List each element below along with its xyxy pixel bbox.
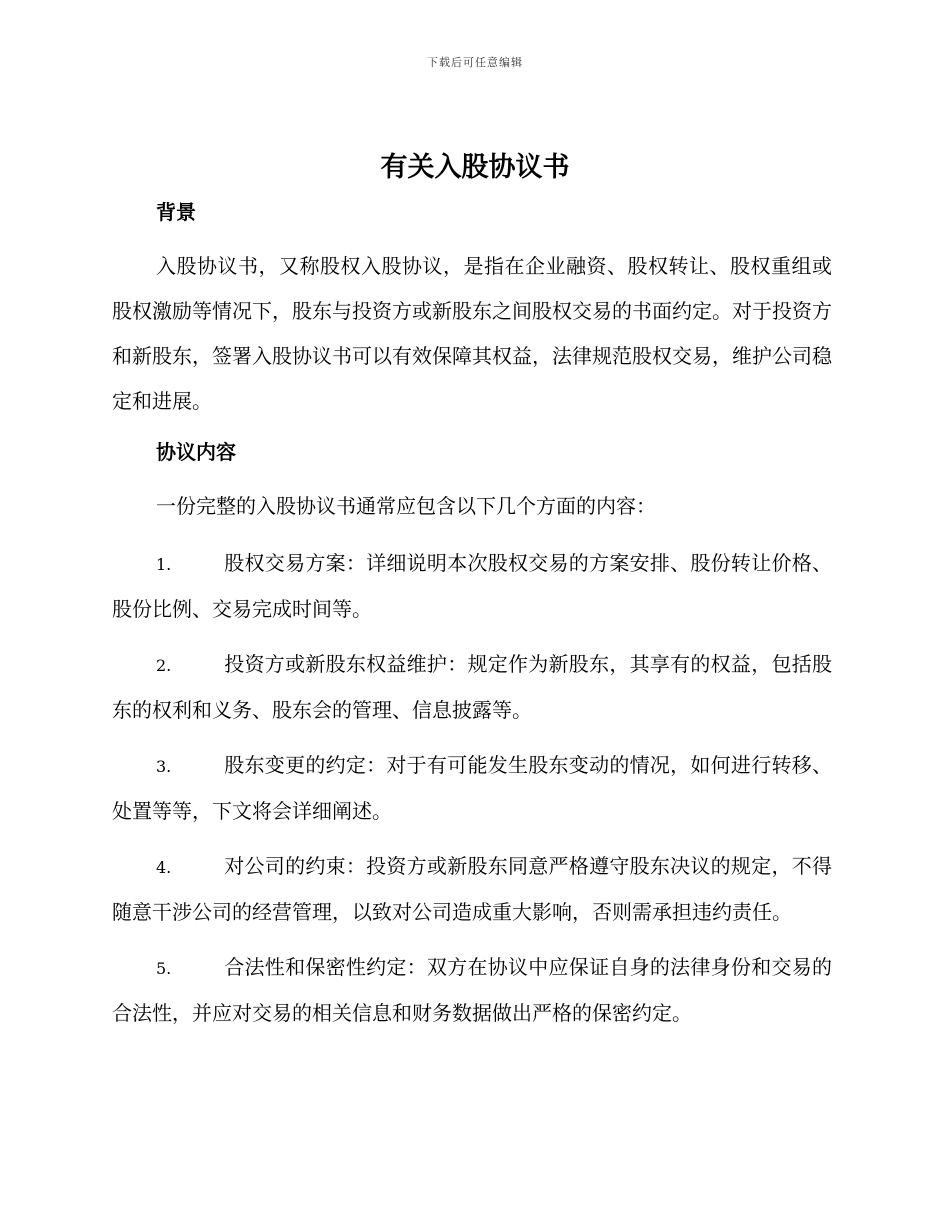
list-item-number: 5.	[156, 959, 172, 978]
list-item	[112, 743, 832, 834]
list-item-number: 1.	[156, 555, 172, 574]
list-item-number: 2.	[156, 656, 172, 675]
list-item-text: 投资方或新股东权益维护：规定作为新股东，其享有的权益，包括股东的权利和义务、股东会的管理、信息披露等。	[112, 652, 832, 722]
list-item	[112, 844, 832, 935]
list-item-text: 股权交易方案：详细说明本次股权交易的方案安排、股份转让价格、股份比例、交易完成时间等。	[112, 551, 832, 621]
list-item-number: 3.	[156, 757, 172, 776]
list-item-text: 对公司的约束：投资方或新股东同意严格遵守股东决议的规定，不得随意干涉公司的经营管理，以致对公司造成重大影响，否则需承担违约责任。	[112, 854, 832, 924]
document-title: 有关入股协议书	[380, 152, 570, 183]
list-item-text: 合法性和保密性约定：双方在协议中应保证自身的法律身份和交易的合法性，并应对交易的相关信息和财务数据做出严格的保密约定。	[112, 955, 832, 1025]
content-intro: 一份完整的入股协议书通常应包含以下几个方面的内容：	[156, 494, 656, 518]
section-heading-background: 背景	[156, 200, 196, 224]
header-note: 下载后可任意编辑	[427, 56, 523, 69]
section-heading-content: 协议内容	[156, 440, 236, 464]
background-paragraph: 入股协议书，又称股权入股协议，是指在企业融资、股权转让、股权重组或股权激励等情况下，股东与投资方或新股东之间股权交易的书面约定。对于投资方和新股东，签署入股协议书可以有效保障其权益，法律规范股权交易，维护公司稳定和进展。	[112, 254, 832, 413]
list-item	[112, 642, 832, 733]
list-item	[112, 541, 832, 632]
list-item-text: 股东变更的约定：对于有可能发生股东变动的情况，如何进行转移、处置等等，下文将会详细阐述。	[112, 753, 832, 823]
list-item	[112, 945, 832, 1036]
list-item-number: 4.	[156, 858, 172, 877]
document-body	[112, 196, 832, 1046]
